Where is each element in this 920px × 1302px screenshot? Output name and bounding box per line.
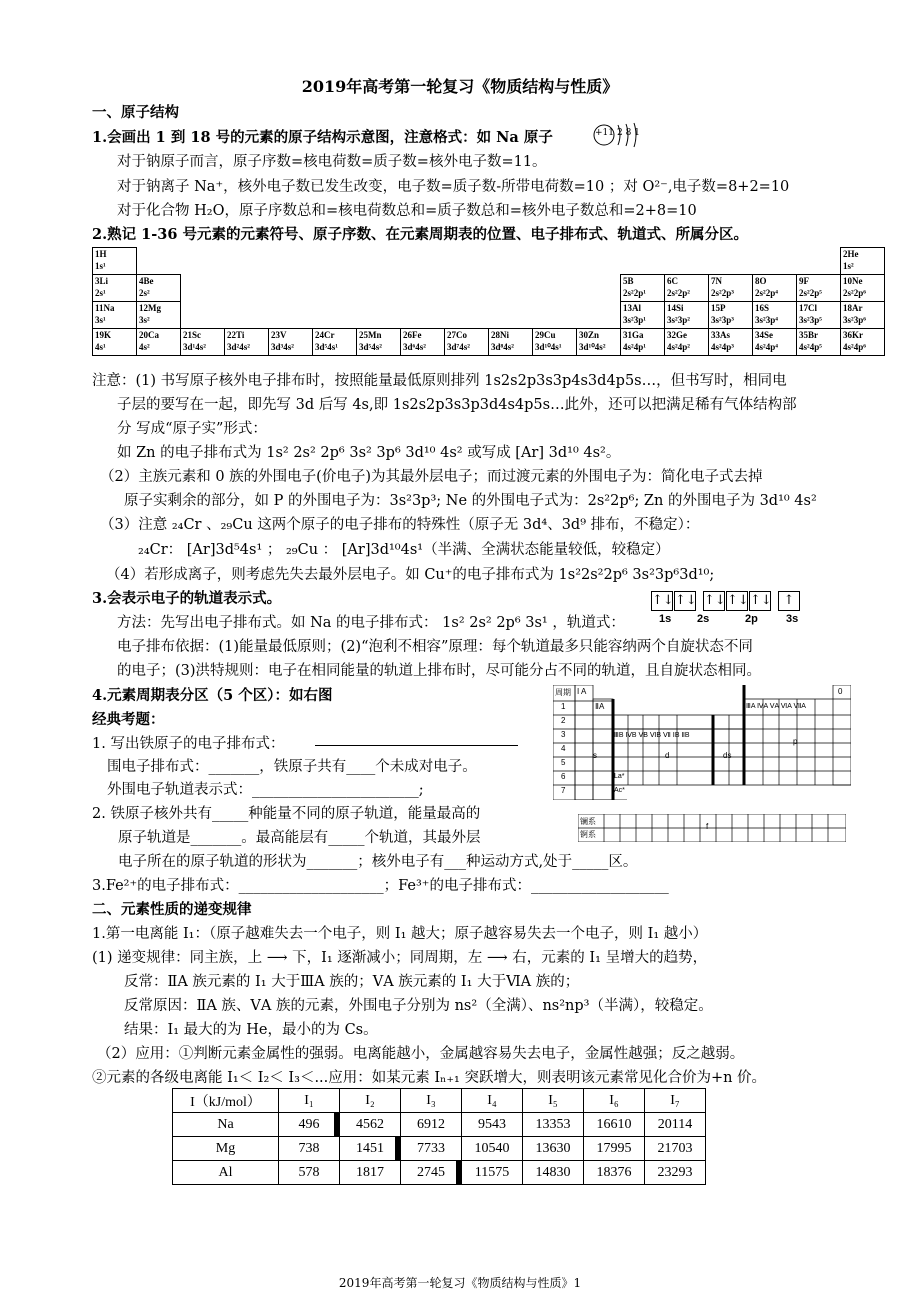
periodic-block-diagram	[553, 685, 851, 800]
result-line: 结果：I₁ 最大的为 He，最小的为 Cs。	[124, 1022, 378, 1038]
table-cell: 18376	[584, 1161, 645, 1185]
point-4: 4.元素周期表分区（5 个区）：如右图	[92, 687, 333, 704]
element-cell: 15P 3s²3p³	[709, 302, 753, 329]
ionization-heading: 1.第一电离能 I₁：（原子越难失去一个电子，则 I₁ 越大；原子越容易失去一个电子，则 I₁ 越小）	[92, 926, 708, 942]
question-2c: 电子所在的原子轨道的形状为_______；核外电子有___种运动方式,处于_____区。	[118, 854, 638, 870]
actinide-marker: Ac*	[614, 787, 625, 794]
question-2a: 2. 铁原子核外共有_____种能量不同的原子轨道，能量最高的	[92, 806, 481, 822]
table-cell: 9543	[462, 1113, 523, 1137]
table-cell: Mg	[173, 1137, 279, 1161]
table-cell: 14830	[523, 1161, 584, 1185]
table-cell: 4562	[340, 1113, 401, 1137]
group-ia-label: I A	[577, 687, 587, 696]
nucleus-label: +11	[595, 128, 614, 138]
periodic-table	[92, 247, 885, 356]
note-3a: （3）注意 ₂₄Cr 、₂₉Cu 这两个原子的电子排布的特殊性（原子无 3d⁴、3d⁹ 排布，不稳定）：	[100, 517, 700, 533]
question-1a: 1. 写出铁原子的电子排布式：	[92, 736, 285, 752]
element-cell: 26Fe 3d⁶4s²	[401, 329, 445, 356]
p-groups-label: ⅢA ⅣA ⅤA ⅥA ⅦA	[746, 703, 806, 710]
table-cell: 13630	[523, 1137, 584, 1161]
section-heading-1: 一、原子结构	[92, 104, 179, 121]
element-cell: 8O 2s²2p⁴	[753, 275, 797, 302]
element-cell: 19K 4s¹	[93, 329, 137, 356]
f-block-diagram	[578, 814, 846, 842]
table-cell: 16610	[584, 1113, 645, 1137]
orbital-box: ↑↓	[651, 591, 673, 611]
column-header: I₁	[279, 1089, 340, 1113]
table-cell: 578	[279, 1161, 340, 1185]
element-cell: 20Ca 4s²	[137, 329, 181, 356]
point-1: 1.会画出 1 到 18 号的元素的原子结构示意图，注意格式：如 Na 原子	[92, 129, 553, 146]
note-2b: 原子实剩余的部分，如 P 的外围电子为：3s²3p³; Ne 的外围电子式为：2s²2p⁶; Zn 的外围电子为 3d¹⁰ 4s²	[124, 493, 817, 509]
point-2: 2.熟记 1-36 号元素的元素符号、原子序数、在元素周期表的位置、电子排布式、轨道式、所属分区。	[92, 226, 749, 243]
column-header: I₇	[645, 1089, 706, 1113]
table-cell: 1817	[340, 1161, 401, 1185]
element-cell: 30Zn 3d¹⁰4s²	[577, 329, 621, 356]
column-header: I₃	[401, 1089, 462, 1113]
table-cell: 1451	[340, 1137, 401, 1161]
table-cell: 10540	[462, 1137, 523, 1161]
table-cell: 496	[279, 1113, 340, 1137]
element-cell: 27Co 3d⁷4s²	[445, 329, 489, 356]
text-line: 对于钠离子 Na⁺，核外电子数已发生改变，电子数=质子数-所带电荷数=10 ；对 O²⁻,电子数=8+2=10	[117, 179, 790, 195]
period-number: 3	[561, 730, 566, 739]
note-1a: 注意：(1) 书写原子核外电子排布时，按照能量最低原则排列 1s2s2p3s3p4s3d4p5s…，但书写时，相同电	[92, 373, 787, 389]
note-1c: 分 写成“原子实”形式：	[117, 421, 267, 437]
orbital-label: 2s	[697, 613, 710, 625]
element-cell: 4Be 2s²	[137, 275, 181, 302]
page-title: 2019年高考第一轮复习《物质结构与性质》	[301, 77, 619, 96]
period-number: 2	[561, 716, 566, 725]
orbital-label: 2p	[745, 613, 758, 625]
orbital-box: ↑	[778, 591, 800, 611]
orbital-box: ↑↓	[726, 591, 748, 611]
table-cell: 7733	[401, 1137, 462, 1161]
note-1d: 如 Zn 的电子排布式为 1s² 2s² 2p⁶ 3s² 3p⁶ 3d¹⁰ 4s² 或写成 [Ar] 3d¹⁰ 4s²。	[117, 445, 621, 461]
element-cell: 32Ge 4s²4p²	[665, 329, 709, 356]
element-cell: 24Cr 3d⁵4s¹	[313, 329, 357, 356]
application-line-2: ②元素的各级电离能 I₁＜ I₂＜ I₃＜...应用：如某元素 Iₙ₊₁ 突跃增大，则表明该元素常见化合价为+n 价。	[92, 1070, 767, 1086]
orbital-box: ↑↓	[749, 591, 771, 611]
actinide-label: 锕系	[580, 830, 596, 839]
note-2a: （2）主族元素和 0 族的外围电子(价电子)为其最外层电子；而过渡元素的外围电子为：简化电子式去掉	[100, 469, 763, 485]
note-4: （4）若形成离子，则考虑先失去最外层电子。如 Cu⁺的电子排布式为 1s²2s²2p⁶ 3s²3p⁶3d¹⁰;	[106, 567, 715, 583]
note-1b: 子层的要写在一起，即先写 3d 后写 4s,即 1s2s2p3s3p3d4s4p5s…此外，还可以把满足稀有气体结构部	[117, 397, 797, 413]
table-cell: 20114	[645, 1113, 706, 1137]
trend-line: (1) 递变规律：同主族，上 ⟶ 下，I₁ 逐渐减小；同周期，左 ⟶ 右，元素的 I₁ 呈增大的趋势，	[92, 950, 708, 966]
b-groups-label: ⅢB ⅣB ⅤB ⅥB Ⅶ ⅠB ⅡB	[614, 732, 690, 739]
column-header: I₄	[462, 1089, 523, 1113]
ds-block-label: ds	[723, 751, 732, 760]
column-header: I（kJ/mol）	[173, 1089, 279, 1113]
shell-labels: 2 8 1	[617, 128, 640, 138]
element-cell: 9F 2s²2p⁵	[797, 275, 841, 302]
table-row	[173, 1137, 706, 1161]
table-cell: 21703	[645, 1137, 706, 1161]
element-cell: 28Ni 3d⁸4s²	[489, 329, 533, 356]
point-3: 3.会表示电子的轨道表示式。	[92, 590, 282, 607]
orbital-label: 1s	[659, 613, 672, 625]
examples-heading: 经典考题：	[92, 711, 165, 728]
period-number: 4	[561, 744, 566, 753]
element-cell: 29Cu 3d¹⁰4s¹	[533, 329, 577, 356]
element-cell: 22Ti 3d²4s²	[225, 329, 269, 356]
column-header: I₅	[523, 1089, 584, 1113]
group-iia-label: ⅡA	[595, 702, 605, 711]
element-cell: 17Cl 3s²3p⁵	[797, 302, 841, 329]
orbital-label: 3s	[786, 613, 799, 625]
element-cell: 2He 1s²	[841, 248, 885, 275]
element-cell: 14Si 3s²3p²	[665, 302, 709, 329]
element-cell: 12Mg 3s²	[137, 302, 181, 329]
section-heading-2: 二、元素性质的递变规律	[92, 901, 252, 918]
element-cell: 10Ne 2s²2p⁶	[841, 275, 885, 302]
table-cell: 6912	[401, 1113, 462, 1137]
anomaly-line: 反常：ⅡA 族元素的 I₁ 大于ⅢA 族的；ⅤA 族元素的 I₁ 大于ⅥA 族的；	[124, 974, 580, 990]
method-line: 方法：先写出电子排布式。如 Na 的电子排布式： 1s² 2s² 2p⁶ 3s¹ ，轨道式：	[117, 615, 625, 631]
table-header-row	[173, 1089, 706, 1113]
table-cell: Na	[173, 1113, 279, 1137]
f-block-label: f	[706, 822, 709, 831]
table-cell: Al	[173, 1161, 279, 1185]
period-number: 7	[561, 786, 566, 795]
table-cell: 17995	[584, 1137, 645, 1161]
element-cell: 16S 3s²3p⁴	[753, 302, 797, 329]
table-cell: 11575	[462, 1161, 523, 1185]
s-block-label: s	[593, 751, 597, 760]
table-cell: 2745	[401, 1161, 462, 1185]
table-cell: 13353	[523, 1113, 584, 1137]
element-cell: 1H 1s¹	[93, 248, 137, 275]
note-3b: ₂₄Cr： [Ar]3d⁵4s¹ ； ₂₉Cu ： [Ar]3d¹⁰4s¹（半满、全满状态能量较低，较稳定）	[138, 542, 670, 558]
text-line: 对于化合物 H₂O，原子序数总和=核电荷数总和=质子数总和=核外电子数总和=2+8=10	[117, 203, 697, 219]
element-cell: 31Ga 4s²4p¹	[621, 329, 665, 356]
question-1b: 围电子排布式：_______，铁原子共有____个未成对电子。	[107, 759, 477, 775]
d-block-label: d	[665, 751, 670, 760]
element-cell: 6C 2s²2p²	[665, 275, 709, 302]
atom-structure-diagram	[592, 122, 640, 148]
period-number: 5	[561, 758, 566, 767]
rule-line: 电子排布依据：(1)能量最低原则；(2)“泡利不相容”原理：每个轨道最多只能容纳两个自旋状态不同	[117, 639, 753, 655]
period-header: 周期	[555, 688, 571, 697]
element-cell: 33As 4s²4p³	[709, 329, 753, 356]
lanthanide-label: 镧系	[580, 817, 596, 826]
element-cell: 21Sc 3d¹4s²	[181, 329, 225, 356]
orbital-box: ↑↓	[674, 591, 696, 611]
element-cell: 3Li 2s¹	[93, 275, 137, 302]
ionization-energy-table	[172, 1088, 706, 1185]
table-cell: 738	[279, 1137, 340, 1161]
element-cell: 35Br 4s²4p⁵	[797, 329, 841, 356]
question-2b: 原子轨道是_______。最高能层有_____个轨道，其最外层	[118, 830, 481, 846]
element-cell: 11Na 3s¹	[93, 302, 137, 329]
question-1c: 外围电子轨道表示式：_______________________;	[107, 782, 424, 798]
rule-line: 的电子；(3)洪特规则：电子在相同能量的轨道上排布时，尽可能分占不同的轨道，且自旋状态相同。	[117, 663, 762, 679]
period-number: 1	[561, 702, 566, 711]
application-line: （2）应用：①判断元素金属性的强弱。电离能越小，金属越容易失去电子，金属性越强；反之越弱。	[97, 1046, 745, 1062]
period-number: 6	[561, 772, 566, 781]
orbital-diagram	[651, 591, 801, 627]
page-footer: 2019年高考第一轮复习《物质结构与性质》1	[338, 1276, 582, 1290]
text-line: 对于钠原子而言，原子序数=核电荷数=质子数=核外电子数=11。	[117, 154, 547, 170]
element-cell: 23V 3d³4s²	[269, 329, 313, 356]
element-cell: 36Kr 4s²4p⁶	[841, 329, 885, 356]
column-header: I₂	[340, 1089, 401, 1113]
column-header: I₆	[584, 1089, 645, 1113]
table-row	[173, 1161, 706, 1185]
element-cell: 5B 2s²2p¹	[621, 275, 665, 302]
element-cell: 7N 2s²2p³	[709, 275, 753, 302]
answer-blank	[315, 745, 518, 746]
element-cell: 34Se 4s²4p⁴	[753, 329, 797, 356]
table-cell: 23293	[645, 1161, 706, 1185]
element-cell: 25Mn 3d⁵4s²	[357, 329, 401, 356]
group-zero-label: 0	[838, 687, 843, 696]
element-cell: 13Al 3s²3p¹	[621, 302, 665, 329]
p-block-label: p	[793, 737, 798, 746]
anomaly-reason-line: 反常原因：ⅡA 族、ⅤA 族的元素，外围电子分别为 ns²（全满）、ns²np³（半满），较稳定。	[124, 998, 713, 1014]
orbital-box: ↑↓	[703, 591, 725, 611]
lanthanide-marker: La*	[614, 773, 625, 780]
element-cell: 18Ar 3s²3p⁶	[841, 302, 885, 329]
question-3: 3.Fe²⁺的电子排布式：____________________；Fe³⁺的电子排布式：___________________	[92, 878, 669, 894]
table-row	[173, 1113, 706, 1137]
